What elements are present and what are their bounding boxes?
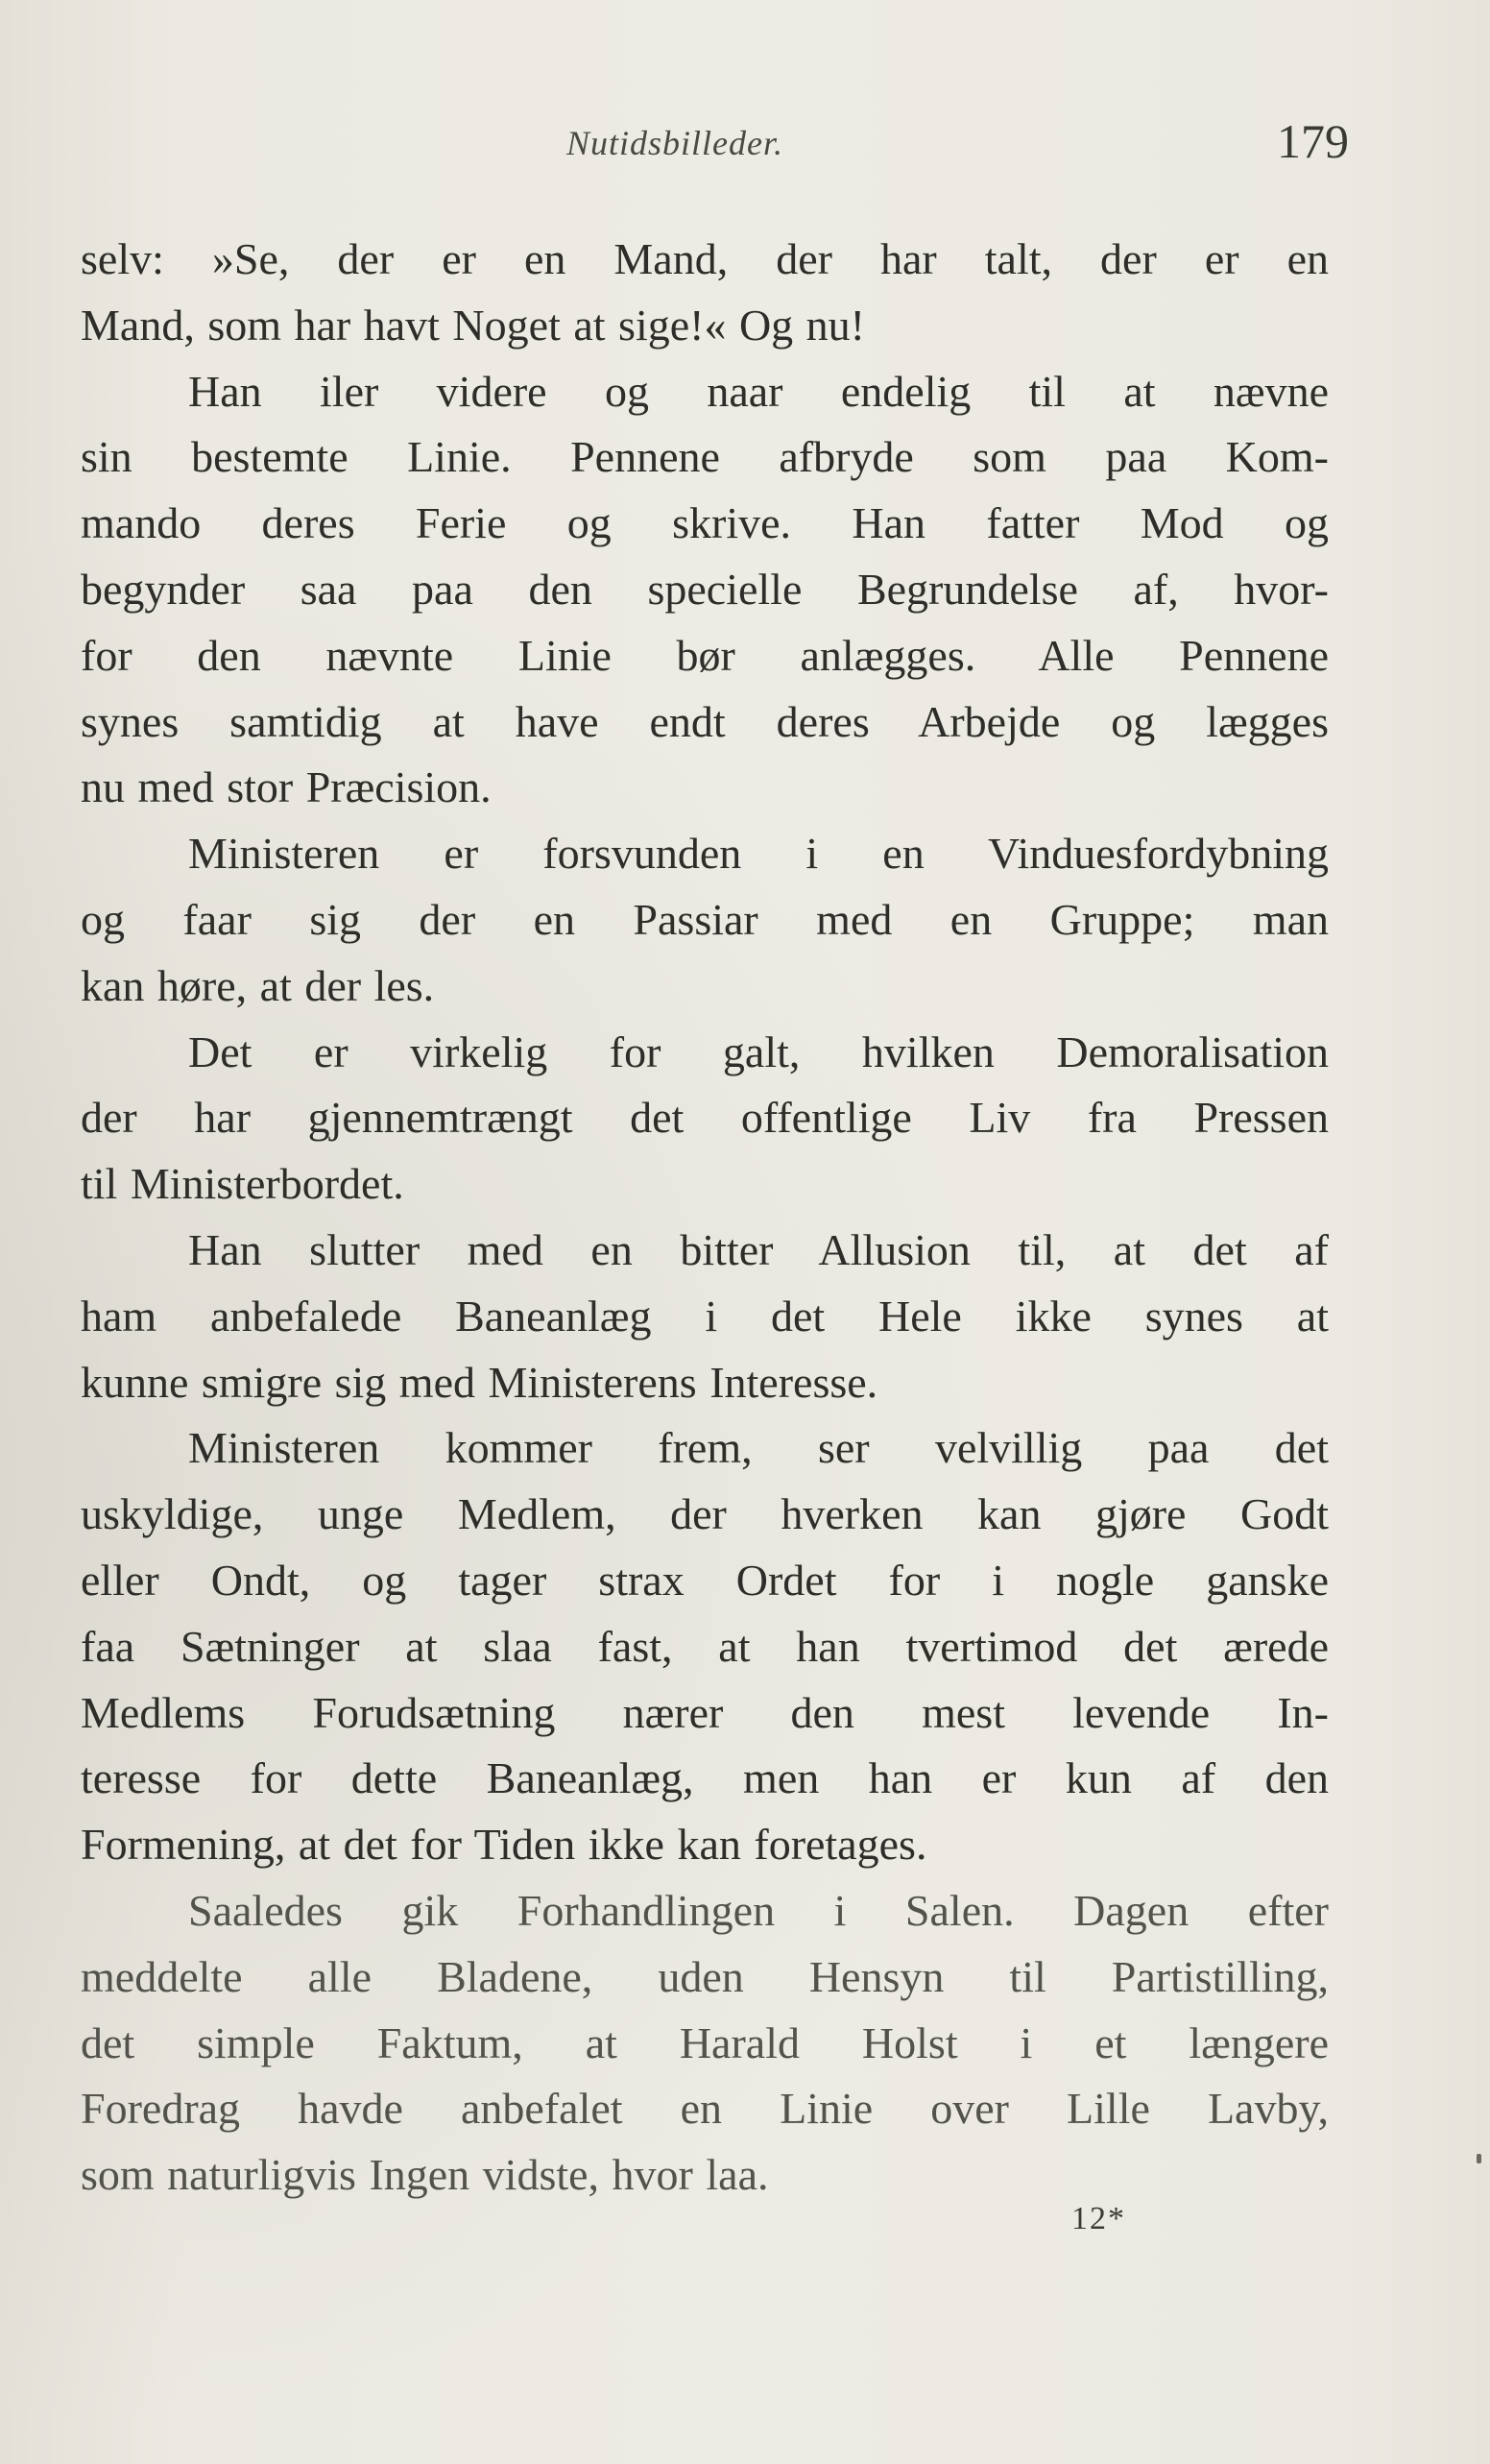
text-line: Mand, som har havt Noget at sige!« Og nu! bbox=[81, 300, 866, 350]
text-line: Medlems Forudsætning nærer den mest levende In- bbox=[81, 1687, 1329, 1737]
text-line: Han slutter med en bitter Allusion til, at det af bbox=[188, 1224, 1329, 1274]
signature-mark: 12* bbox=[1071, 2201, 1126, 2236]
text-line: uskyldige, unge Medlem, der hverken kan gjøre Godt bbox=[81, 1489, 1329, 1539]
text-line: kunne smigre sig med Ministerens Interesse. bbox=[81, 1357, 878, 1407]
text-line: som naturligvis Ingen vidste, hvor laa. bbox=[81, 2150, 769, 2200]
text-line: meddelte alle Bladene, uden Hensyn til Partistilling, bbox=[81, 1951, 1329, 2001]
page-number: 179 bbox=[1277, 114, 1349, 168]
running-title: Nutidsbilleder. bbox=[566, 124, 784, 162]
text-line: teresse for dette Baneanlæg, men han er kun af den bbox=[81, 1753, 1329, 1803]
text-line: det simple Faktum, at Harald Holst i et længere bbox=[81, 2017, 1329, 2067]
text-line: mando deres Ferie og skrive. Han fatter Mod og bbox=[81, 498, 1329, 548]
text-line: ham anbefalede Baneanlæg i det Hele ikke synes at bbox=[81, 1291, 1329, 1341]
text-line: Formening, at det for Tiden ikke kan foretages. bbox=[81, 1820, 927, 1870]
text-line: Ministeren kommer frem, ser velvillig paa det bbox=[188, 1423, 1329, 1473]
text-line: Saaledes gik Forhandlingen i Salen. Dagen efter bbox=[188, 1885, 1329, 1935]
text-line: Det er virkelig for galt, hvilken Demoralisation bbox=[188, 1027, 1329, 1076]
text-line: Han iler videre og naar endelig til at nævne bbox=[188, 366, 1329, 416]
text-line: faa Sætninger at slaa fast, at han tvertimod det ærede bbox=[81, 1621, 1329, 1671]
body-text bbox=[81, 227, 1329, 2209]
text-line: Ministeren er forsvunden i en Vinduesfordybning bbox=[188, 829, 1329, 879]
text-line: selv: »Se, der er en Mand, der har talt, der er en bbox=[81, 234, 1329, 283]
text-line: for den nævnte Linie bør anlægges. Alle Pennene bbox=[81, 630, 1329, 680]
text-line: synes samtidig at have endt deres Arbejde og lægges bbox=[81, 696, 1329, 746]
text-line: sin bestemte Linie. Pennene afbryde som paa Kom- bbox=[81, 432, 1329, 482]
text-line: og faar sig der en Passiar med en Gruppe; man bbox=[81, 894, 1329, 944]
text-line: begynder saa paa den specielle Begrundelse af, hvor- bbox=[81, 564, 1329, 614]
text-line: nu med stor Præcision. bbox=[81, 762, 492, 812]
text-line: eller Ondt, og tager strax Ordet for i nogle ganske bbox=[81, 1555, 1329, 1605]
text-line: til Ministerbordet. bbox=[81, 1159, 404, 1209]
text-line: kan høre, at der les. bbox=[81, 960, 435, 1010]
text-line: der har gjennemtrængt det offentlige Liv fra Pressen bbox=[81, 1093, 1329, 1143]
margin-speck bbox=[1477, 2154, 1481, 2163]
text-line: Foredrag havde anbefalet en Linie over Lille Lavby, bbox=[81, 2084, 1329, 2134]
running-head bbox=[0, 113, 1490, 171]
